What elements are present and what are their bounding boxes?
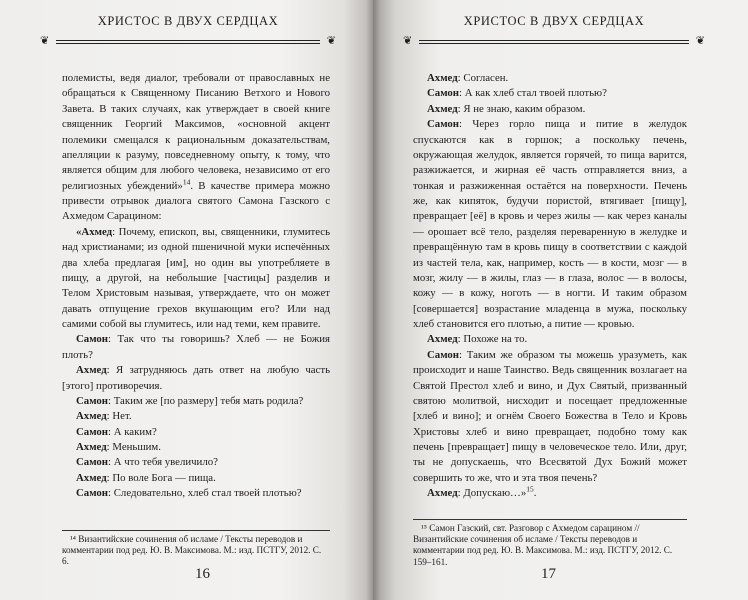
speaker-name: Ахмед bbox=[76, 471, 107, 484]
ornament-icon: ❦ bbox=[326, 35, 336, 47]
speaker-name: Ахмед bbox=[427, 72, 458, 84]
right-running-header bbox=[401, 14, 707, 48]
left-header-title: ХРИСТОС В ДВУХ СЕРДЦАХ bbox=[97, 14, 279, 28]
ornament-icon: ❦ bbox=[403, 35, 413, 47]
speaker-name: Самон bbox=[76, 456, 109, 469]
left-footnote bbox=[62, 534, 330, 568]
speaker-name: Самон bbox=[427, 87, 460, 100]
right-header-rule bbox=[401, 34, 707, 50]
right-footnote bbox=[413, 523, 687, 568]
speaker-name: Самон bbox=[76, 425, 109, 438]
left-page bbox=[0, 0, 373, 600]
footnote-rule bbox=[413, 519, 687, 520]
speaker-name: Самон bbox=[76, 333, 109, 346]
dialogue-line: Ахмед: Нет. bbox=[76, 410, 132, 423]
dialogue-line: «Ахмед: Почему, епископ, вы, священники, глумитесь над христианами; из одной пшеничной муки испечённых два хлеба предлагая [им], но один вы употребляете в пищу, а другой, на небольшие [частицы] разделив и Телом Христовым называя, утверждаете, что он может давать отпущение грехов вкушающим его? Или над самими собой вы глумитесь, или над теми, кем правите. bbox=[62, 225, 330, 330]
dialogue-line: Ахмед: По воле Бога — пища. bbox=[76, 471, 216, 484]
dialogue-line: Самон: Так что ты говоришь? Хлеб — не Божия плоть? bbox=[62, 333, 330, 361]
dialogue-line: Самон: А каким? bbox=[76, 425, 157, 438]
dialogue-line: Ахмед: Я затрудняюсь дать ответ на любую часть [этого] противоречия. bbox=[62, 364, 330, 392]
footnote-15: ¹⁵ Самон Газский, свт. Разговор с Ахмедом сарацином // Византийские сочинения об исламе / Тексты переводов и комментарии под ред. Ю. В. Максимова. М.: изд. ПСТГУ, 2012. С. 159–161. bbox=[413, 523, 673, 567]
speaker-name: Ахмед bbox=[427, 333, 458, 346]
right-page bbox=[373, 0, 748, 600]
speaker-name: Ахмед bbox=[76, 364, 107, 377]
dialogue-line: Самон: Таким же образом ты можешь уразуметь, как происходит и наше Таинство. Ведь священник возлагает на Святой Престол хлеб и вино, и Дух Святый, призванный святою молитвой, нисходит и посещает предложенные [хлеб и вино]; и огнём Своего Божества в Тело и Кровь Христовы хлеб и вино превращает, подобно тому как печень [превращает] пищу в человеческое тело. Или, друг, ты не допускаешь, что Всесвятой Дух Божий может совершить то же, что и эта твоя печень? bbox=[413, 348, 687, 484]
ornament-icon: ❦ bbox=[695, 35, 705, 47]
speaker-name: Ахмед bbox=[76, 441, 107, 453]
footnote-ref-14[interactable]: 14 bbox=[182, 177, 191, 187]
speaker-name: Ахмед bbox=[427, 487, 458, 500]
dialogue-line: Самон: А что тебя увеличило? bbox=[76, 456, 218, 469]
dialogue-line: Ахмед: Допускаю…»$^{15}$. bbox=[427, 484, 537, 500]
ornament-icon: ❦ bbox=[40, 35, 50, 47]
speaker-name: Самон bbox=[76, 394, 109, 407]
dialogue-line: Ахмед: Меньшим. bbox=[76, 441, 161, 453]
speaker-name: Самон bbox=[76, 487, 109, 500]
dialogue-line: Самон: Следовательно, хлеб стал твоей плотью? bbox=[76, 487, 302, 500]
book-gutter bbox=[366, 0, 380, 600]
intro-paragraph: полемисты, ведя диалог, требовали от православных не обращаться к Священному Писанию Ветхого и Нового Завета. В таких случаях, как утверждает в своей книге священник Георгий Максимов, «основной акцент полемики смещался к рациональным доказательствам, апелляции к разуму, повседневному опыту, к тому, что является общим для любого человека, независимо от его религиозных убеждений»$^{14}$. В качестве примера можно привести отрывок диалога святого Самона Газского с Ахмедом Сарацином: bbox=[62, 72, 331, 223]
dialogue-line: Самон: Через горло пища и питие в желудок спускаются как в горшок; а поскольку печень, окружающая желудок, является горячей, то пища варится, разжижается, и жирная её часть отправляется вниз, а тонкая и разжиженная остаётся на поверхности. Печень же, как кипяток, будучи пористой, втягивает [пищу], превращает [её] в кровь и через жилы — как через каналы — орошает всё тело, разделяя переваренную в желудке и превращённую там в кровь пищу в соответствии с каждой из частей тела, как, например, кость — в кости, мозг — в мозг, жилу — в жилы, глаз — в глаза, волос — в волосы, кожу — в кожу, ноготь — в ногти. И таким образом [совершается] возрастание младенца в мужа, поскольку хлеб становится его плотью, а питие — кровью. bbox=[413, 118, 687, 330]
footnote-ref-15[interactable]: 15 bbox=[526, 484, 534, 494]
right-body-text bbox=[413, 71, 687, 502]
page-number: 17 bbox=[541, 566, 556, 582]
left-body-text bbox=[62, 71, 330, 502]
dialogue-line: Ахмед: Я не знаю, каким образом. bbox=[427, 102, 586, 115]
footnote-rule bbox=[62, 530, 330, 531]
dialogue-line: Самон: А как хлеб стал твоей плотью? bbox=[427, 87, 607, 100]
left-header-rule bbox=[38, 34, 338, 50]
speaker-name: Самон bbox=[427, 118, 460, 131]
dialogue-line: Ахмед: Согласен. bbox=[427, 72, 509, 84]
speaker-name: Самон bbox=[427, 348, 460, 361]
speaker-name: Ахмед bbox=[76, 410, 107, 423]
page-number: 16 bbox=[195, 566, 210, 582]
dialogue-line: Ахмед: Похоже на то. bbox=[427, 333, 528, 346]
left-running-header bbox=[38, 14, 338, 48]
footnote-14: ¹⁴ Византийские сочинения об исламе / Тексты переводов и комментарии под ред. Ю. В. Максимова. М.: изд. ПСТГУ, 2012. С. 6. bbox=[62, 534, 322, 567]
speaker-name: «Ахмед bbox=[76, 225, 113, 238]
dialogue-line: Самон: Таким же [по размеру] тебя мать родила? bbox=[76, 394, 304, 407]
right-header-title: ХРИСТОС В ДВУХ СЕРДЦАХ bbox=[463, 14, 645, 28]
speaker-name: Ахмед bbox=[427, 102, 458, 115]
